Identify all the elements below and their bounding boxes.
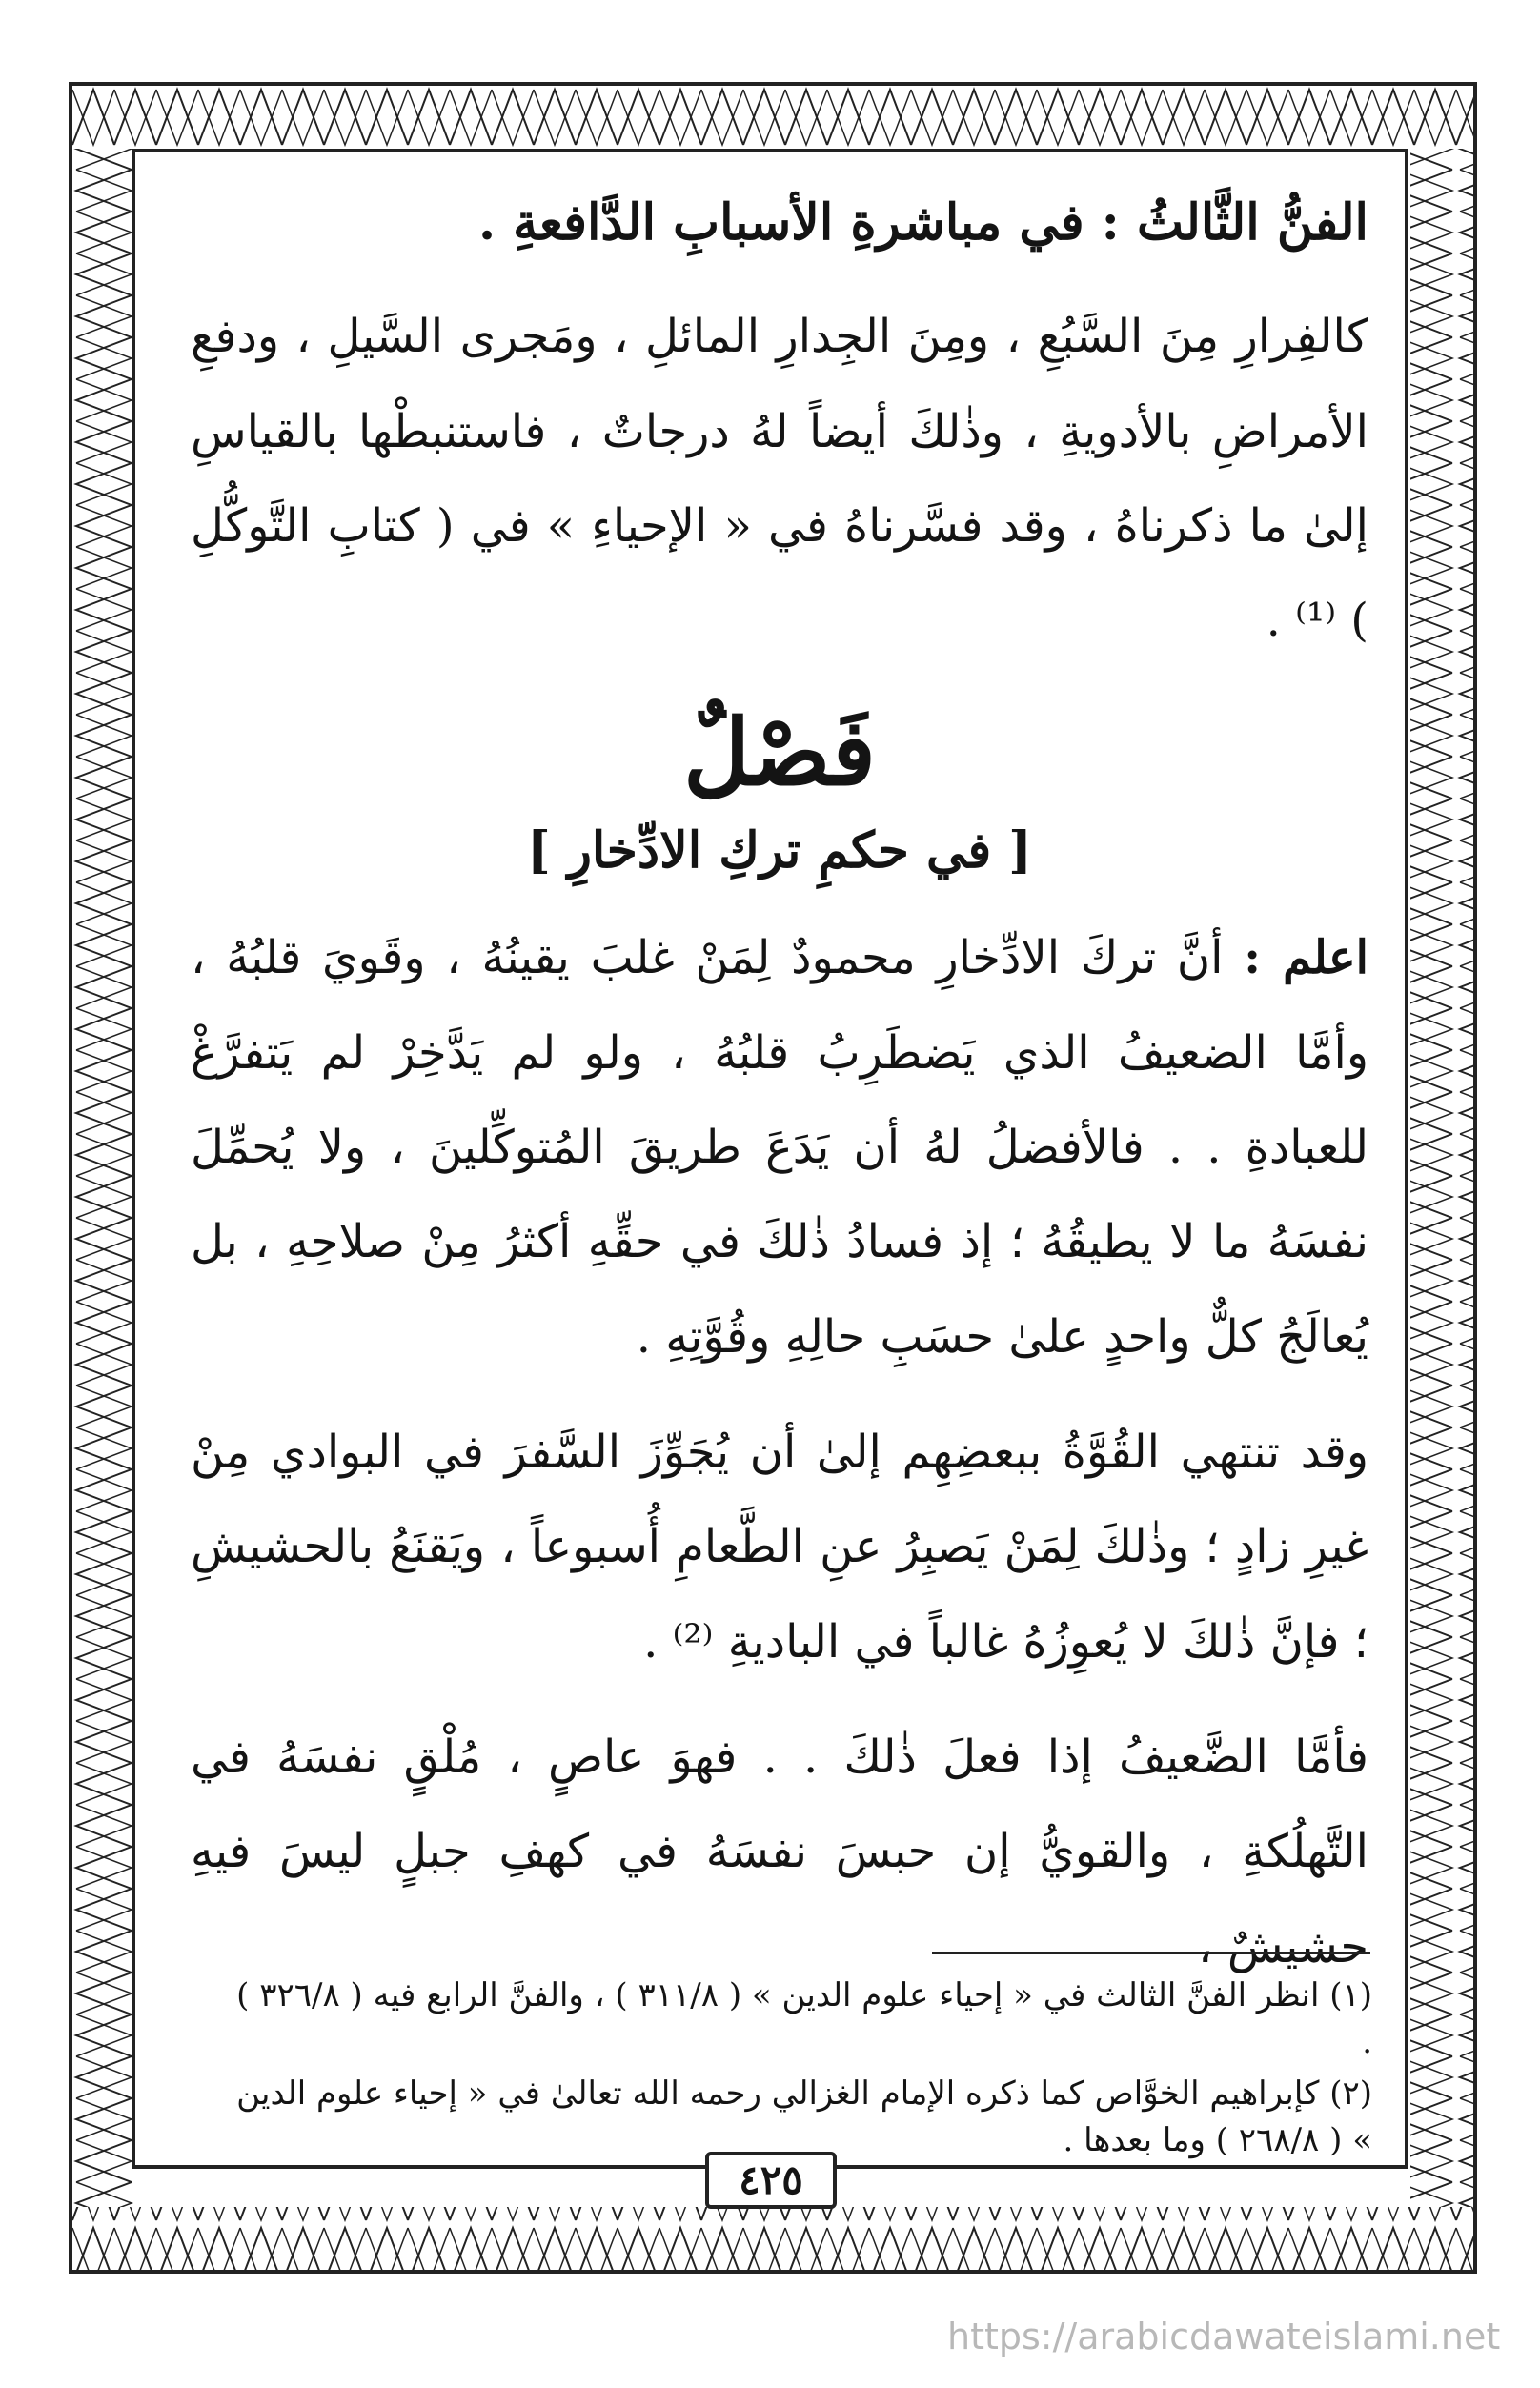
page-number: ٤٢٥ bbox=[705, 2152, 837, 2209]
section-title: [ في حكمِ تركِ الادِّخارِ ] bbox=[527, 821, 1032, 880]
footnote-separator bbox=[932, 1952, 1370, 1954]
fasl-calligraphy-title: فَصْلٌ bbox=[683, 698, 876, 806]
footnote: (٢) كإبراهيم الخوَّاص كما ذكره الإمام الغزالي رحمه الله تعالىٰ في « إحياء علوم الدين » ( ٢٦٨/٨ ) وما بعدها . bbox=[236, 2074, 1372, 2159]
paragraph-text: أنَّ تركَ الادِّخارِ محمودٌ لِمَنْ غلبَ يقينُهُ ، وقَويَ قلبُهُ ، وأمَّا الضعيفُ الذي يَضطَرِبُ قلبُهُ ، ولو لم يَدَّخِرْ لم يَتفرَّغْ للعبادةِ . . فالأفضلُ لهُ أن يَدَعَ طريقَ المُتوكِّلينَ ، ولا يُحمِّلَ نفسَهُ ما لا يطيقُهُ ؛ إذ فسادُ ذٰلكَ في حقِّهِ أكثرُ مِنْ صلاحِهِ ، بل يُعالَجُ كلٌّ واحدٍ علىٰ حسَبِ حالِهِ وقُوَّتِهِ . bbox=[191, 931, 1368, 1364]
paragraph: فأمَّا الضَّعيفُ إذا فعلَ ذٰلكَ . . فهوَ عاصٍ ، مُلْقٍ نفسَهُ في التَّهلُكةِ ، والقويُّ إن حبسَ نفسَهُ في كهفِ جبلٍ ليسَ فيهِ حشيشٌ ، bbox=[191, 1730, 1368, 1973]
paragraph: وقد تنتهي القُوَّةُ ببعضِهِم إلىٰ أن يُجَوِّزَ السَّفرَ في البوادي مِنْ غيرِ زادٍ ؛ وذٰلكَ لِمَنْ يَصبِرُ عنِ الطَّعامِ أُسبوعاً ، ويَقنَعُ بالحشيشِ ؛ فإنَّ ذٰلكَ لا يُعوِزُهُ غالباً في الباديةِ ⁽²⁾ . bbox=[191, 1426, 1369, 1669]
main-text bbox=[191, 181, 1368, 2015]
chapter-heading: الفنُّ الثَّالثُ : في مباشرةِ الأسبابِ الدَّافعةِ . bbox=[477, 193, 1368, 252]
footnote: (١) انظر الفنَّ الثالث في « إحياء علوم الدين » ( ٣١١/٨ ) ، والفنَّ الرابع فيه ( ٣٢٦/٨ ) . bbox=[236, 1976, 1372, 2062]
watermark-url: https://arabicdawateislami.net bbox=[947, 2316, 1501, 2358]
footnotes bbox=[229, 1973, 1372, 2168]
paragraph bbox=[191, 911, 1368, 1385]
paragraph-lead-word: اعلم : bbox=[1244, 931, 1368, 985]
paragraph: كالفِرارِ مِنَ السَّبُعِ ، ومِنَ الجِدارِ المائلِ ، ومَجرى السَّيلِ ، ودفعِ الأمراضِ بالأدويةِ ، وذٰلكَ أيضاً لهُ درجاتٌ ، فاستنبطْها بالقياسِ إلىٰ ما ذكرناهُ ، وقد فسَّرناهُ في « الإحياءِ » في ( كتابِ التَّوكُّلِ ) ⁽¹⁾ . bbox=[191, 310, 1368, 648]
